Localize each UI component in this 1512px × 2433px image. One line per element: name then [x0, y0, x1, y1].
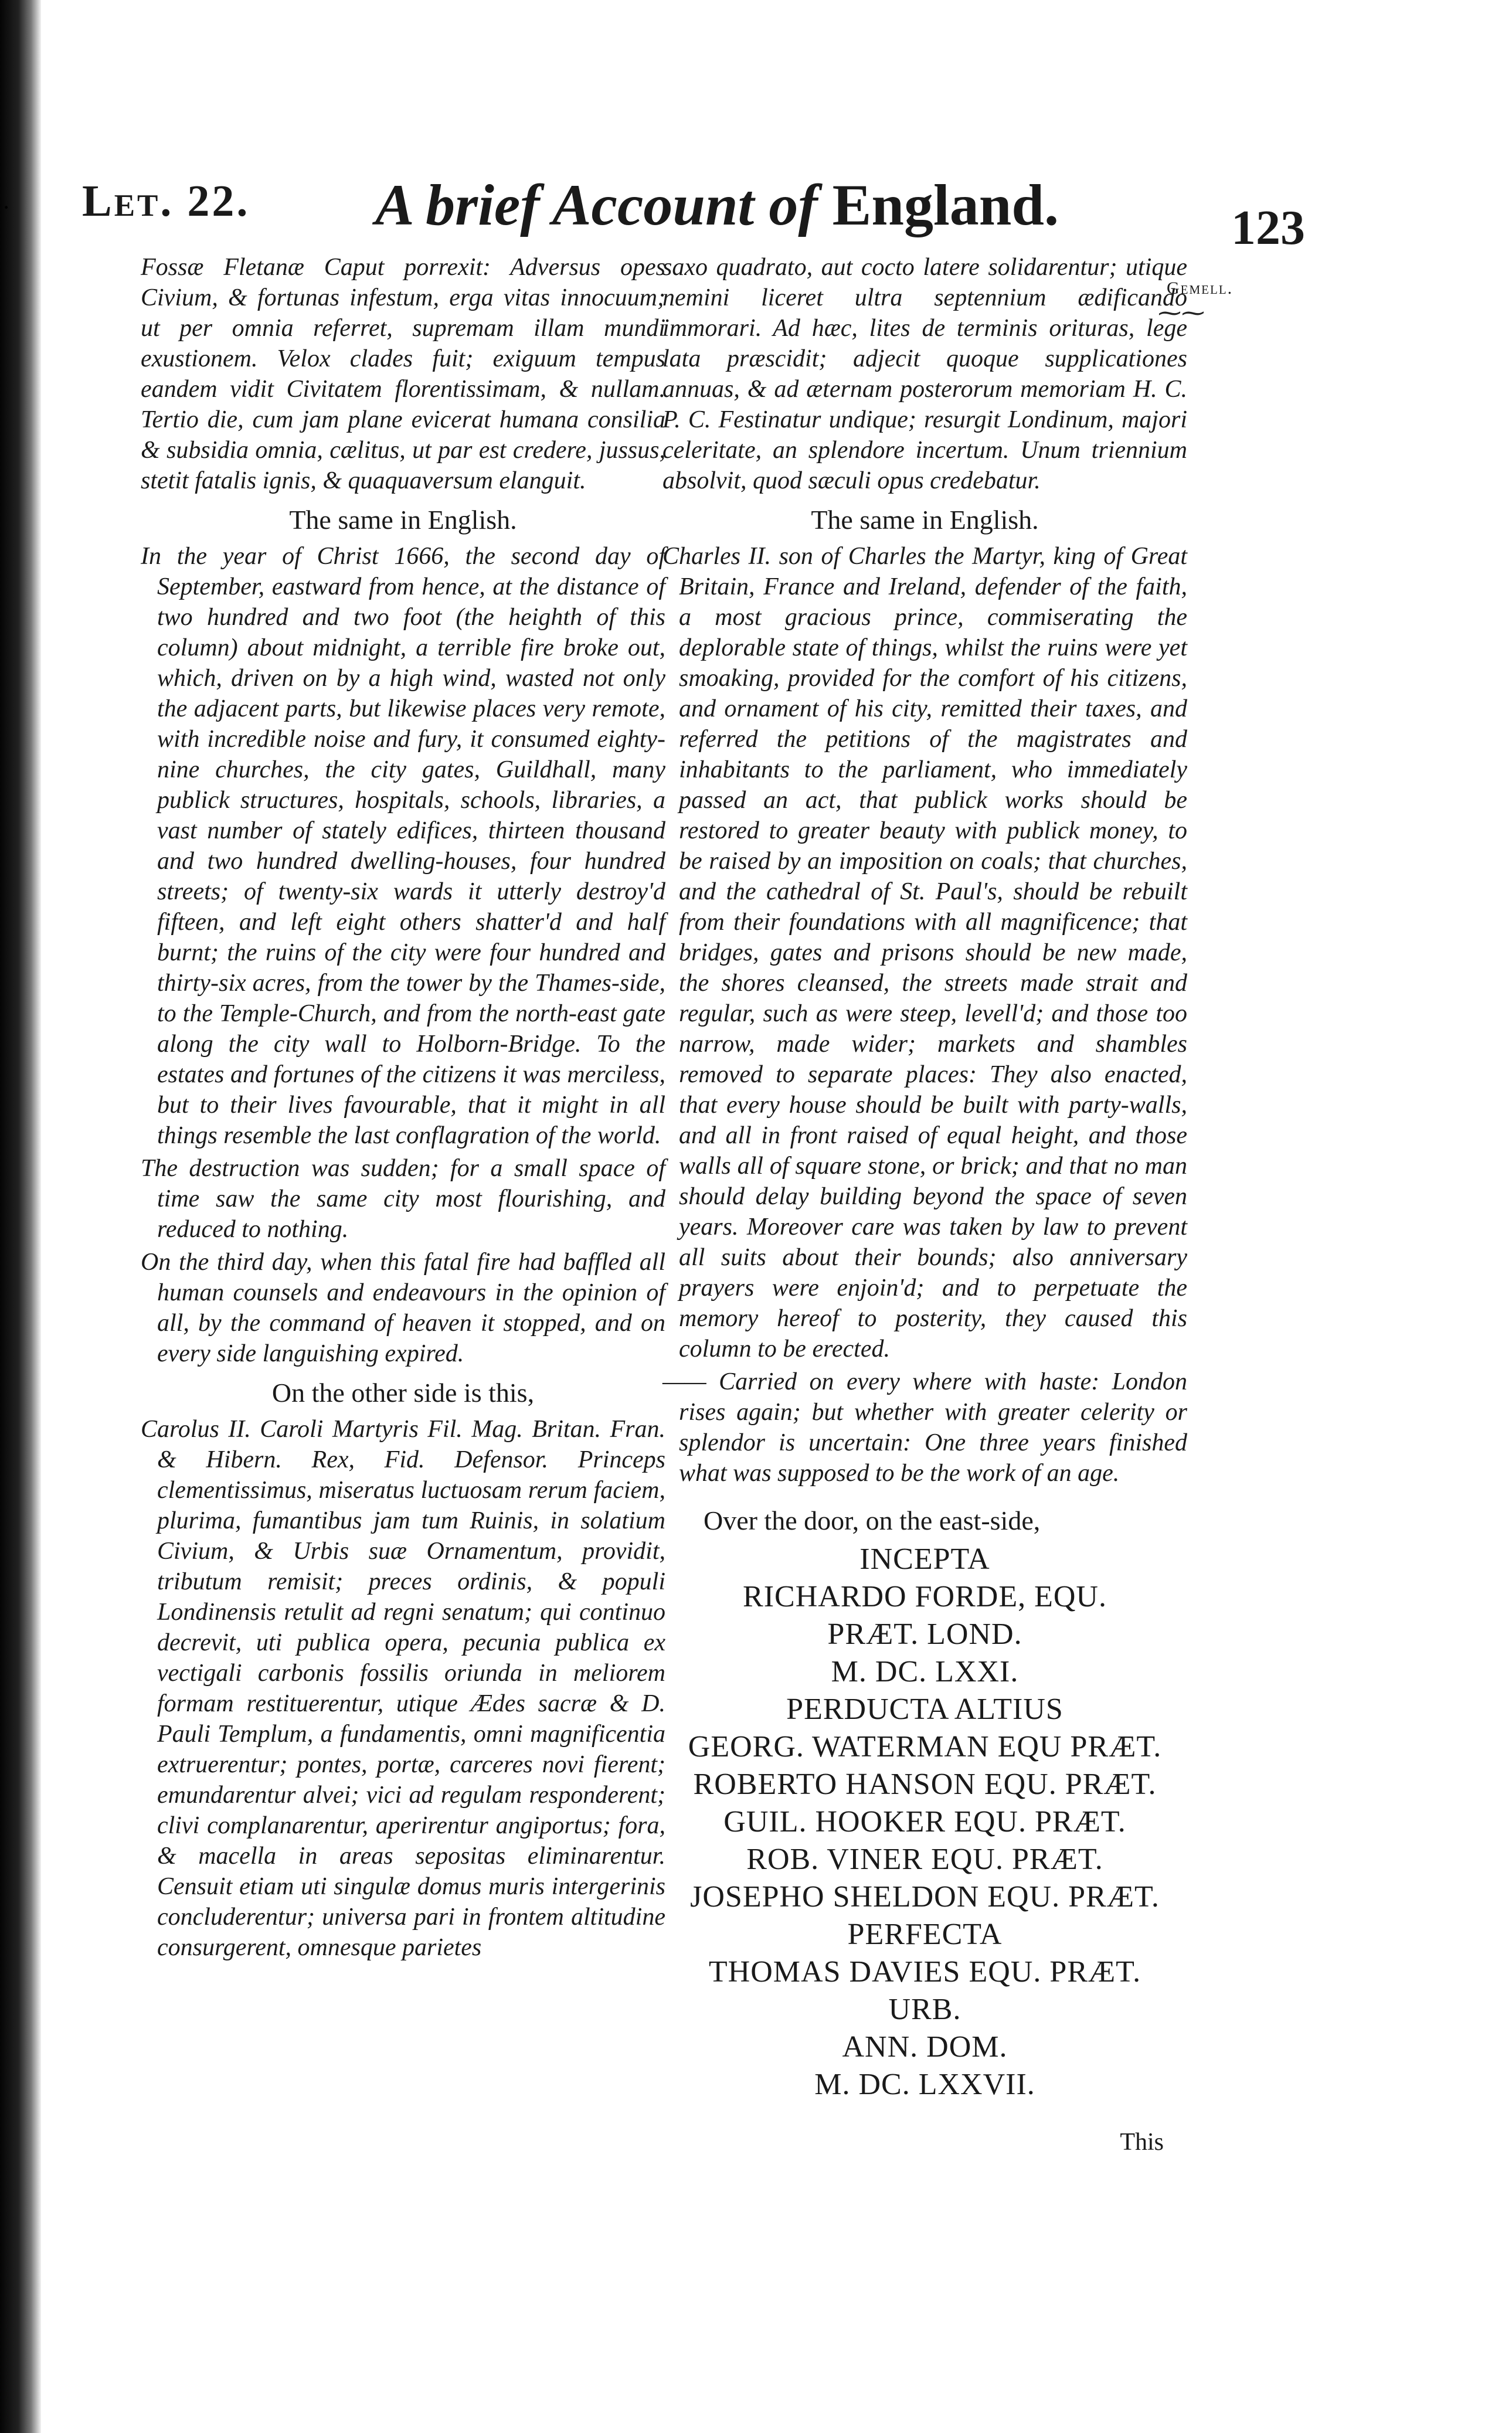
door-heading: Over the door, on the east-side, — [704, 1506, 1041, 1535]
latin-inscription-continued: Fossæ Fletanæ Caput porrexit: Adversus opes Civium, & fortunas infestum, erga vitas innocuum; ut per omnia referret, supremam illam mundi exustionem. Velox clades fuit; exiguum tempus eandem vidit Civitatem florentissimam, & nullam. Tertio die, cum jam plane evicerat humana consilia & subsidia omnia, cælitus, ut par est credere, jussus, stetit fatalis ignis, & quaquaversum elanguit. — [141, 254, 665, 494]
inscription-line: ROBERTO HANSON EQU. PRÆT. — [693, 1768, 1157, 1801]
catchword: This — [1120, 2129, 1164, 2156]
english-paragraph: The destruction was sudden; for a small space of time saw the same city most flourishing, and reduced to nothing. — [141, 1155, 665, 1243]
inscription-line: PERFECTA — [847, 1918, 1003, 1951]
page-header — [82, 172, 1305, 255]
marginal-flourish-ornament: ⁓⁓ — [1158, 300, 1205, 326]
marginal-note: Gemell. — [1167, 278, 1234, 298]
margin-mark: · — [2, 194, 11, 220]
inscription-line: JOSEPHO SHELDON EQU. PRÆT. — [690, 1880, 1160, 1914]
inscription-line: GEORG. WATERMAN EQU PRÆT. — [688, 1730, 1162, 1763]
inscription-line: INCEPTA — [859, 1542, 990, 1576]
book-gutter-shadow — [0, 0, 41, 2433]
inscription-line: GUIL. HOOKER EQU. PRÆT. — [723, 1805, 1126, 1839]
running-head: Let. 22. — [82, 176, 250, 226]
english-heading: The same in English. — [289, 505, 517, 535]
left-column — [141, 252, 665, 1965]
inscription-line: ANN. DOM. — [842, 2030, 1008, 2064]
english-paragraph: On the third day, when this fatal fire had baffled all human counsels and endeavours in the opinion of all, by the command of heaven it stopped, and on every side languishing expired. — [141, 1249, 665, 1367]
inscription-line: M. DC. LXXVII. — [814, 2068, 1035, 2101]
title-roman: England. — [832, 172, 1059, 237]
english-heading: The same in English. — [811, 505, 1039, 535]
inscription-line: THOMAS DAVIES EQU. PRÆT. — [708, 1955, 1141, 1989]
title-italic: A brief Account of — [375, 172, 818, 237]
english-paragraph: Charles II. son of Charles the Martyr, king of Great Britain, France and Ireland, defender of the faith, a most gracious prince, commiserating the deplorable state of things, whilst the ruins were yet smoaking, provided for the comfort of his citizens, and ornament of his city, remitted their taxes, and referred the petitions of the magistrates and inhabitants to the parliament, who immediately passed an act, that publick works should be restored to greater beauty with publick money, to be raised by an imposition on coals; that churches, and the cathedral of St. Paul's, should be rebuilt from their foundations with all magnificence; that bridges, gates and prisons should be new made, the shores cleansed, the streets made strait and regular, such as were steep, levell'd; and those too narrow, made wider; markets and shambles removed to separate places: They also enacted, that every house should be built with party-walls, and all in front raised of equal height, and those walls all of square stone, or brick; and that no man should delay building beyond the space of seven years. Moreover care was taken by law to prevent all suits about their bounds; also anniversary prayers were enjoin'd; and to perpetuate the memory hereof to posterity, they caused this column to be erected. — [662, 543, 1187, 1362]
inscription-line: URB. — [888, 1993, 961, 2026]
inscription-line: PERDUCTA ALTIUS — [786, 1693, 1064, 1726]
inscription-line: M. DC. LXXI. — [831, 1655, 1019, 1688]
other-side-heading: On the other side is this, — [271, 1378, 535, 1408]
inscription-line: ROB. VINER EQU. PRÆT. — [746, 1843, 1103, 1876]
english-paragraph: —— Carried on every where with haste: London rises again; but whether with greater celerity or splendor is uncertain: One three years finished what was supposed to be the work of an age. — [662, 1368, 1187, 1487]
inscription-line: PRÆT. LOND. — [827, 1618, 1022, 1651]
latin-inscription-north: Carolus II. Caroli Martyris Fil. Mag. Britan. Fran. & Hibern. Rex, Fid. Defensor. Princeps clementissimus, miseratus luctuosam rerum faciem, plurima, fumantibus jam tum Ruinis, in solatium Civium, & Urbis suæ Ornamentum, providit, tributum remisit; preces ordinis, & populi Londinensis retulit ad regni senatum; qui continuo decrevit, uti publica opera, pecunia publica ex vectigali carbonis fossilis oriunda in meliorem formam restituerentur, utique Ædes sacræ & D. Pauli Templum, a fundamentis, omni magnificentia extruerentur; pontes, portæ, carceres novi fierent; emundarentur alvei; vici ad regulam responderent; clivi complanarentur, aperirentur angiportus; fora, & macella in areas sepositas eliminarentur. Censuit etiam uti singulæ domus muris intergerinis concluderentur; universa pari in frontem altitudine consurgerent, omnesque parietes — [141, 1416, 665, 1961]
page-title — [375, 171, 1059, 239]
latin-inscription-continued: saxo quadrato, aut cocto latere solidarentur; utique nemini liceret ultra septennium ædificando immorari. Ad hæc, lites de terminis orituras, lege lata præscidit; adjecit quoque supplicationes annuas, & ad æternam posterorum memoriam H. C. P. C. Festinatur undique; resurgit Londinum, majori celeritate, an splendore incertum. Unum triennium absolvit, quod sæculi opus credebatur. — [662, 254, 1187, 494]
page-number: 123 — [1231, 201, 1305, 255]
door-inscription — [662, 1541, 1187, 2104]
english-paragraph: In the year of Christ 1666, the second day of September, eastward from hence, at the distance of two hundred and two foot (the heighth of this column) about midnight, a terrible fire broke out, which, driven on by a high wind, wasted not only the adjacent parts, but likewise places very remote, with incredible noise and fury, it consumed eighty-nine churches, the city gates, Guildhall, many publick structures, hospitals, schools, libraries, a vast number of stately edifices, thirteen thousand and two hundred dwelling-houses, four hundred streets; of twenty-six wards it utterly destroy'd fifteen, and left eight others shatter'd and half burnt; the ruins of the city were four hundred and thirty-six acres, from the tower by the Thames-side, to the Temple-Church, and from the north-east gate along the city wall to Holborn-Bridge. To the estates and fortunes of the citizens it was merciless, but to their lives favourable, that it might in all things resemble the last conflagration of the world. — [141, 543, 665, 1149]
right-column — [662, 252, 1187, 2156]
inscription-line: RICHARDO FORDE, EQU. — [743, 1580, 1107, 1613]
